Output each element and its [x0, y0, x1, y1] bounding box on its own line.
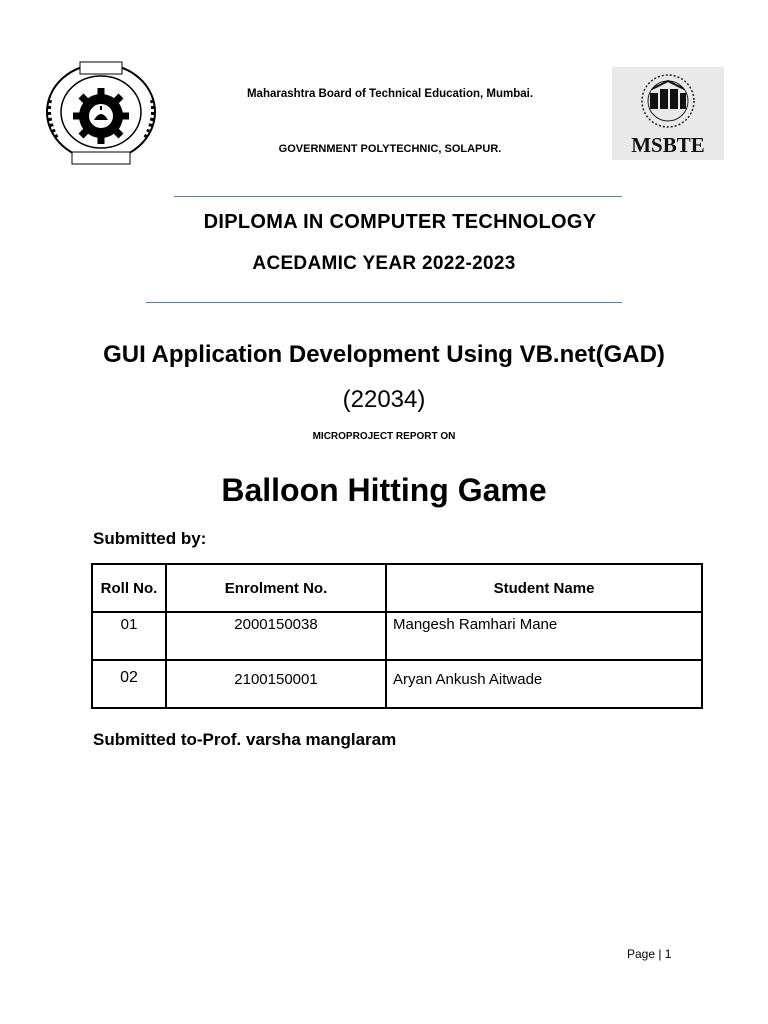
roll-cell: 02 [92, 660, 166, 708]
academic-year-heading: ACEDAMIC YEAR 2022-2023 [252, 253, 516, 274]
page-number: Page | 1 [627, 947, 672, 961]
student-name-cell: Mangesh Ramhari Mane [386, 612, 702, 660]
header-enrolment-no: Enrolment No. [166, 564, 386, 612]
submitted-by-label: Submitted by: [93, 529, 207, 548]
table-header-row [92, 564, 702, 612]
header-roll-no: Roll No. [92, 564, 166, 612]
subject-code: (22034) [342, 386, 426, 413]
roll-cell: 01 [92, 612, 166, 660]
institute-name: GOVERNMENT POLYTECHNIC, SOLAPUR. [278, 143, 502, 155]
report-label: MICROPROJECT REPORT ON [312, 431, 456, 442]
table-row [92, 660, 702, 708]
board-name: Maharashtra Board of Technical Education, Mumbai. [246, 88, 534, 100]
msbte-logo-text: MSBTE [631, 133, 705, 157]
divider-bottom [146, 302, 622, 303]
student-name-cell: Aryan Ankush Aitwade [386, 660, 702, 708]
enrolment-cell: 2100150001 [166, 660, 386, 708]
students-table [91, 563, 703, 709]
table-row [92, 612, 702, 660]
diploma-heading: DIPLOMA IN COMPUTER TECHNOLOGY [203, 211, 597, 233]
project-title: Balloon Hitting Game [221, 472, 547, 508]
header-student-name: Student Name [386, 564, 702, 612]
submitted-to: Submitted to-Prof. varsha manglaram [93, 730, 397, 749]
msbte-logo [612, 67, 724, 160]
subject-name: GUI Application Development Using VB.net(GAD) [103, 341, 665, 368]
divider-top [174, 196, 622, 197]
enrolment-cell: 2000150038 [166, 612, 386, 660]
mbte-emblem-logo [42, 60, 160, 168]
